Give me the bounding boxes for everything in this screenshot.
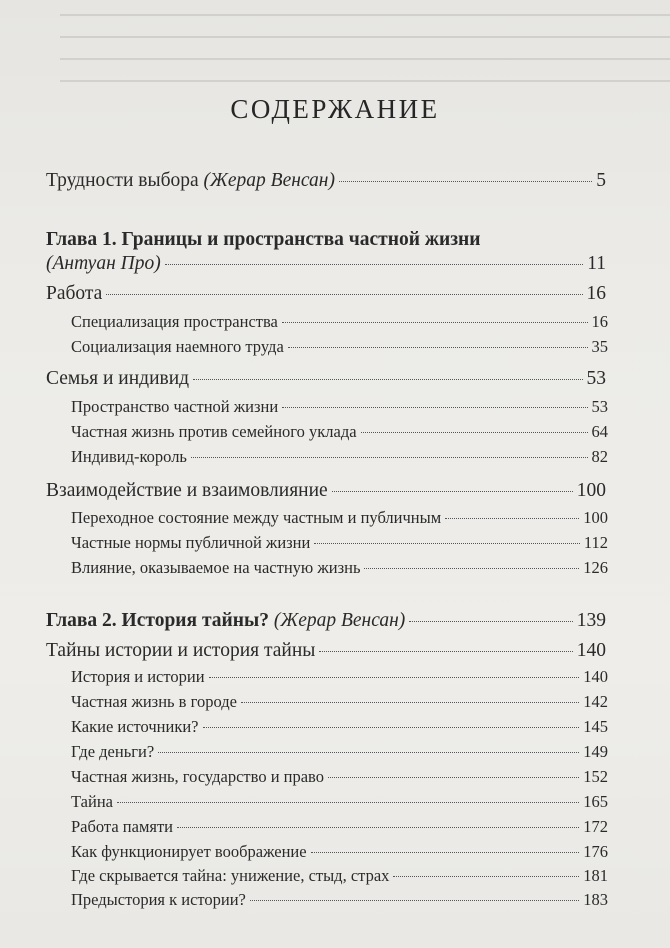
entry-label: Частная жизнь, государство и право [71, 767, 324, 786]
toc-item [71, 508, 608, 528]
page-number: 165 [583, 792, 608, 811]
toc-item [71, 337, 608, 357]
toc-section [46, 480, 606, 502]
dot-leader [332, 491, 573, 492]
dot-leader [393, 876, 579, 877]
page-number: 176 [583, 842, 608, 861]
toc-item [71, 397, 608, 417]
dot-leader [319, 651, 572, 652]
dot-leader [314, 543, 580, 544]
toc-item [71, 890, 608, 910]
dot-leader [106, 294, 582, 295]
entry-author: (Жерар Венсан) [203, 170, 335, 191]
entry-label: Где скрывается тайна: унижение, стыд, страх [71, 866, 390, 885]
dot-leader [288, 347, 588, 348]
entry-label: Влияние, оказываемое на частную жизнь [71, 558, 361, 577]
dot-leader [203, 727, 580, 728]
entry-label: Частные нормы публичной жизни [71, 533, 311, 552]
entry-label: Работа [46, 283, 103, 304]
dot-leader [339, 181, 592, 182]
toc-item [71, 447, 608, 467]
dot-leader [282, 407, 587, 408]
page-number: 53 [591, 397, 608, 416]
dot-leader [165, 264, 584, 265]
page-number: 181 [583, 866, 608, 885]
page-number: 149 [583, 742, 608, 761]
toc-section [46, 283, 606, 305]
dot-leader [282, 322, 588, 323]
page-number: 140 [576, 640, 606, 661]
show-through-text [60, 0, 670, 90]
toc-item [71, 667, 608, 687]
entry-label: Семья и индивид [46, 368, 190, 389]
page-number: 126 [583, 558, 608, 577]
page-number: 11 [587, 253, 606, 274]
toc-item [71, 792, 608, 812]
entry-label: Специализация пространства [71, 312, 278, 331]
dot-leader [191, 457, 588, 458]
entry-label: Социализация наемного труда [71, 337, 284, 356]
page-number: 139 [576, 610, 606, 631]
dot-leader [311, 852, 580, 853]
page-number: 16 [586, 283, 606, 304]
toc-entry-chapter2 [46, 610, 606, 632]
page-number: 140 [583, 667, 608, 686]
dot-leader [445, 518, 579, 519]
dot-leader [361, 432, 588, 433]
entry-label: Как функционирует воображение [71, 842, 307, 861]
dot-leader [193, 379, 582, 380]
entry-label: Индивид-король [71, 447, 187, 466]
entry-label: Какие источники? [71, 717, 199, 736]
dot-leader [177, 827, 579, 828]
toc-item [71, 817, 608, 837]
dot-leader [409, 621, 572, 622]
entry-label: Предыстория к истории? [71, 890, 246, 909]
dot-leader [328, 777, 579, 778]
entry-label: Пространство частной жизни [71, 397, 279, 416]
page-title: СОДЕРЖАНИЕ [230, 94, 440, 124]
entry-label: Работа памяти [71, 817, 174, 836]
toc-item [71, 312, 608, 332]
page-number: 16 [591, 312, 608, 331]
entry-label: Тайны истории и история тайны [46, 640, 316, 661]
dot-leader [209, 677, 580, 678]
entry-label: Частная жизнь против семейного уклада [71, 422, 357, 441]
page-number: 5 [596, 170, 606, 191]
dot-leader [117, 802, 579, 803]
entry-label: Трудности выбора [46, 170, 199, 191]
entry-label: Где деньги? [71, 742, 155, 761]
chapter-title: Глава 1. Границы и пространства частной жизни [46, 229, 481, 250]
page-number: 183 [583, 890, 608, 909]
page-number: 172 [583, 817, 608, 836]
entry-label: Переходное состояние между частным и публичным [71, 508, 442, 527]
entry-label: Частная жизнь в городе [71, 692, 237, 711]
toc-section [46, 640, 606, 662]
toc-item [71, 558, 608, 578]
toc-entry-chapter1-author [46, 253, 606, 275]
toc-item [71, 866, 608, 886]
entry-author: (Антуан Про) [46, 253, 161, 274]
entry-label: Взаимодействие и взаимовлияние [46, 480, 328, 501]
dot-leader [241, 702, 579, 703]
toc-item [71, 692, 608, 712]
page-number: 35 [591, 337, 608, 356]
toc-entry-intro [46, 170, 606, 192]
toc-item [71, 842, 608, 862]
dot-leader [158, 752, 579, 753]
page-number: 112 [583, 533, 608, 552]
chapter-title: Глава 2. История тайны? [46, 610, 269, 631]
entry-label: История и истории [71, 667, 205, 686]
page-number: 64 [591, 422, 608, 441]
toc-section [46, 368, 606, 390]
toc-item [71, 717, 608, 737]
dot-leader [250, 900, 579, 901]
page-number: 100 [576, 480, 606, 501]
page-number: 142 [583, 692, 608, 711]
toc-item [71, 533, 608, 553]
page-number: 152 [583, 767, 608, 786]
toc-item [71, 422, 608, 442]
toc-item [71, 742, 608, 762]
page-number: 145 [583, 717, 608, 736]
page-number: 53 [586, 368, 606, 389]
dot-leader [364, 568, 579, 569]
entry-author: (Жерар Венсан) [273, 610, 406, 631]
page-number: 100 [583, 508, 608, 527]
entry-label: Тайна [71, 792, 113, 811]
page-number: 82 [591, 447, 608, 466]
toc-item [71, 767, 608, 787]
